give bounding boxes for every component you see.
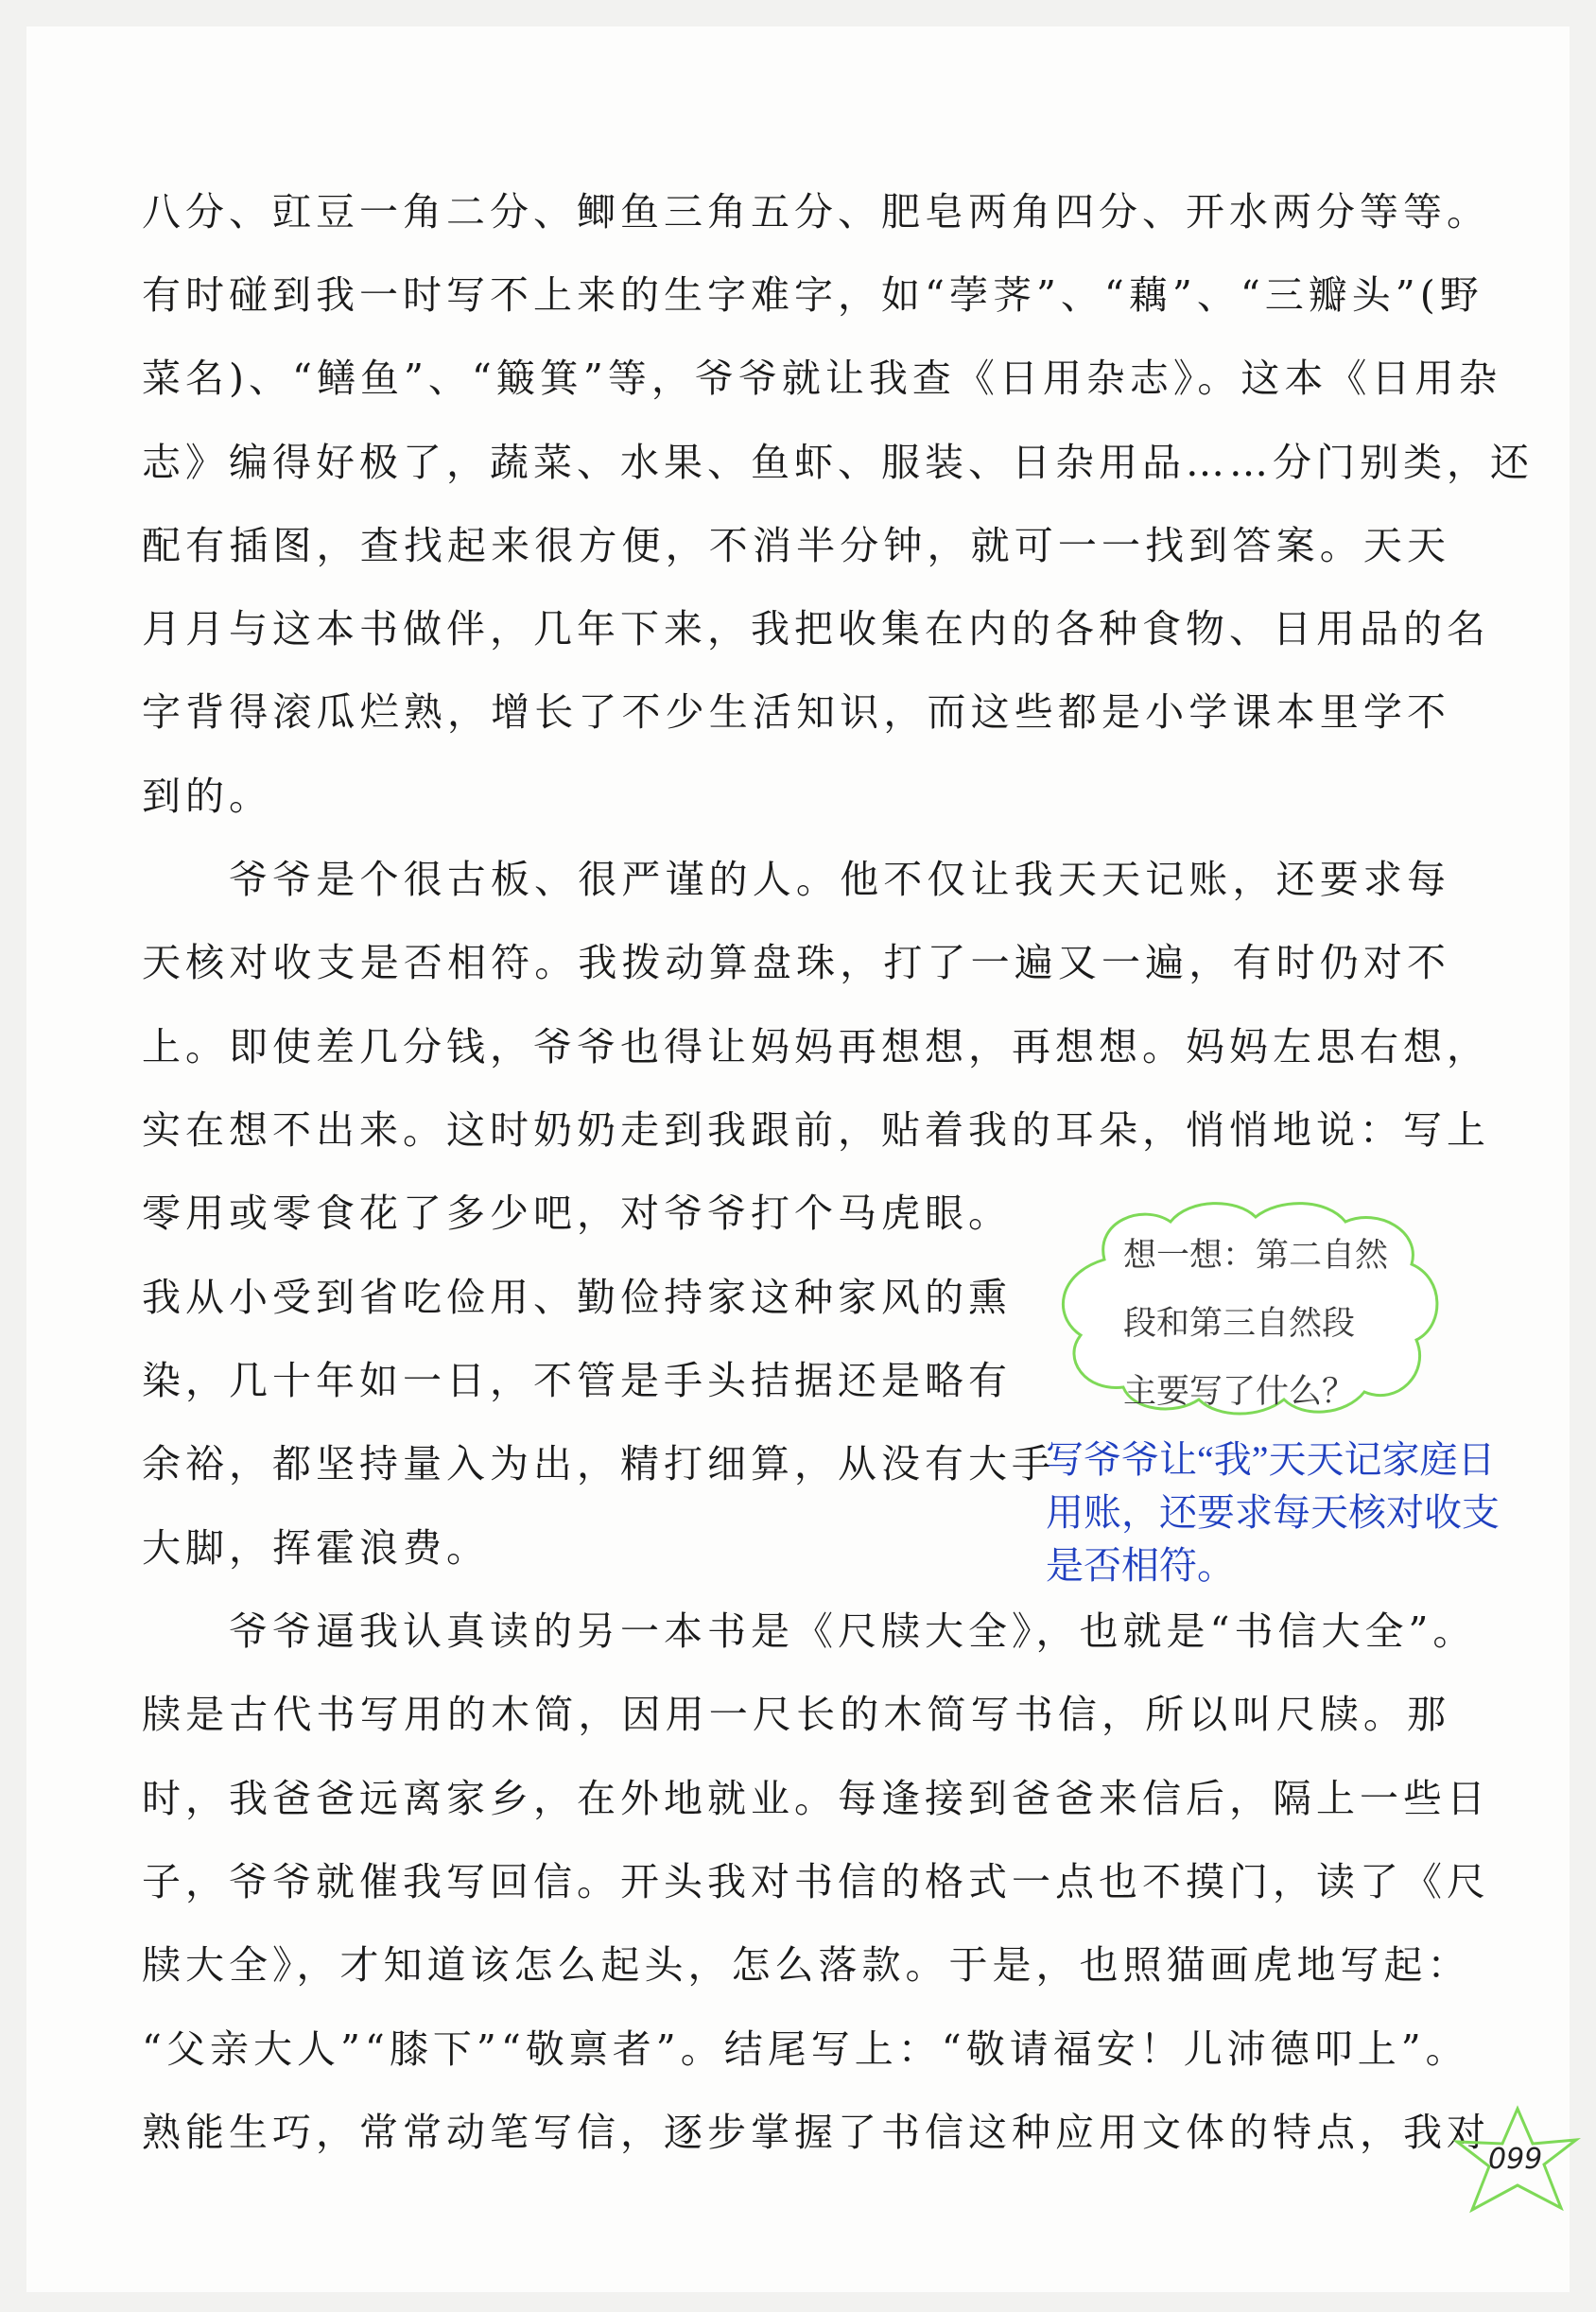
body-line: 有时碰到我一时写不上来的生字难字，如“荸荠”、“藕”、“三瓣头”(野 bbox=[142, 272, 1483, 318]
body-line: 天核对收支是否相符。我拨动算盘珠，打了一遍又一遍，有时仍对不 bbox=[142, 940, 1450, 985]
body-line: 爷爷逼我认真读的另一本书是《尺牍大全》，也就是“书信大全”。 bbox=[229, 1608, 1477, 1654]
body-line: 熟能生巧，常常动笔写信，逐步掌握了书信这种应用文体的特点，我对 bbox=[142, 2110, 1490, 2155]
answer-line: 写爷爷让“我”天天记家庭日 bbox=[1046, 1438, 1496, 1481]
body-line: 字背得滚瓜烂熟，增长了不少生活知识，而这些都是小学课本里学不 bbox=[142, 689, 1450, 735]
body-line: 零用或零食花了多少吧，对爷爷打个马虎眼。 bbox=[142, 1191, 1012, 1236]
body-line: 余裕，都坚持量入为出，精打细算，从没有大手 bbox=[142, 1441, 1055, 1486]
body-line: “父亲大人”“膝下”“敬禀者”。结尾写上：“敬请福安！儿沛德叩上”。 bbox=[142, 2026, 1469, 2072]
body-line: 志》编得好极了，蔬菜、水果、鱼虾、服装、日杂用品……分门别类，还 bbox=[142, 440, 1534, 485]
body-line: 实在想不出来。这时奶奶走到我跟前，贴着我的耳朵，悄悄地说：写上 bbox=[142, 1107, 1490, 1153]
body-line: 时，我爸爸远离家乡，在外地就业。每逢接到爸爸来信后，隔上一些日 bbox=[142, 1776, 1490, 1821]
body-line: 菜名)、“鳝鱼”、“簸箕”等，爷爷就让我查《日用杂志》。这本《日用杂 bbox=[142, 356, 1502, 401]
body-line: 牍大全》，才知道该怎么起头，怎么落款。于是，也照猫画虎地写起： bbox=[142, 1942, 1471, 1988]
answer-line: 用账，还要求每天核对收支 bbox=[1046, 1491, 1500, 1534]
body-line: 牍是古代书写用的木简，因用一尺长的木简写书信，所以叫尺牍。那 bbox=[142, 1692, 1450, 1737]
answer-line: 是否相符。 bbox=[1046, 1544, 1235, 1587]
body-line: 上。即使差几分钱，爷爷也得让妈妈再想想，再想想。妈妈左思右想， bbox=[142, 1024, 1490, 1069]
body-line: 月月与这本书做伴，几年下来，我把收集在内的各种食物、日用品的名 bbox=[142, 606, 1490, 652]
body-line: 配有插图，查找起来很方便，不消半分钟，就可一一找到答案。天天 bbox=[142, 523, 1450, 568]
body-line: 爷爷是个很古板、很严谨的人。他不仅让我天天记账，还要求每 bbox=[229, 857, 1450, 902]
body-line: 染，几十年如一日，不管是手头拮据还是略有 bbox=[142, 1358, 1012, 1403]
body-line: 子，爷爷就催我写回信。开头我对书信的格式一点也不摸门，读了《尺 bbox=[142, 1859, 1490, 1904]
page-number: 099 bbox=[1488, 2143, 1543, 2176]
cloud-prompt-line: 段和第三自然段 bbox=[1123, 1305, 1356, 1343]
body-line: 八分、豇豆一角二分、鲫鱼三角五分、肥皂两角四分、开水两分等等。 bbox=[142, 189, 1490, 235]
body-line: 大脚，挥霍浪费。 bbox=[142, 1525, 490, 1571]
body-line: 我从小受到省吃俭用、勤俭持家这种家风的熏 bbox=[142, 1275, 1012, 1320]
cloud-prompt-line: 想一想：第二自然 bbox=[1123, 1237, 1389, 1275]
cloud-prompt-line: 主要写了什么？ bbox=[1123, 1373, 1356, 1411]
body-line: 到的。 bbox=[142, 774, 272, 819]
